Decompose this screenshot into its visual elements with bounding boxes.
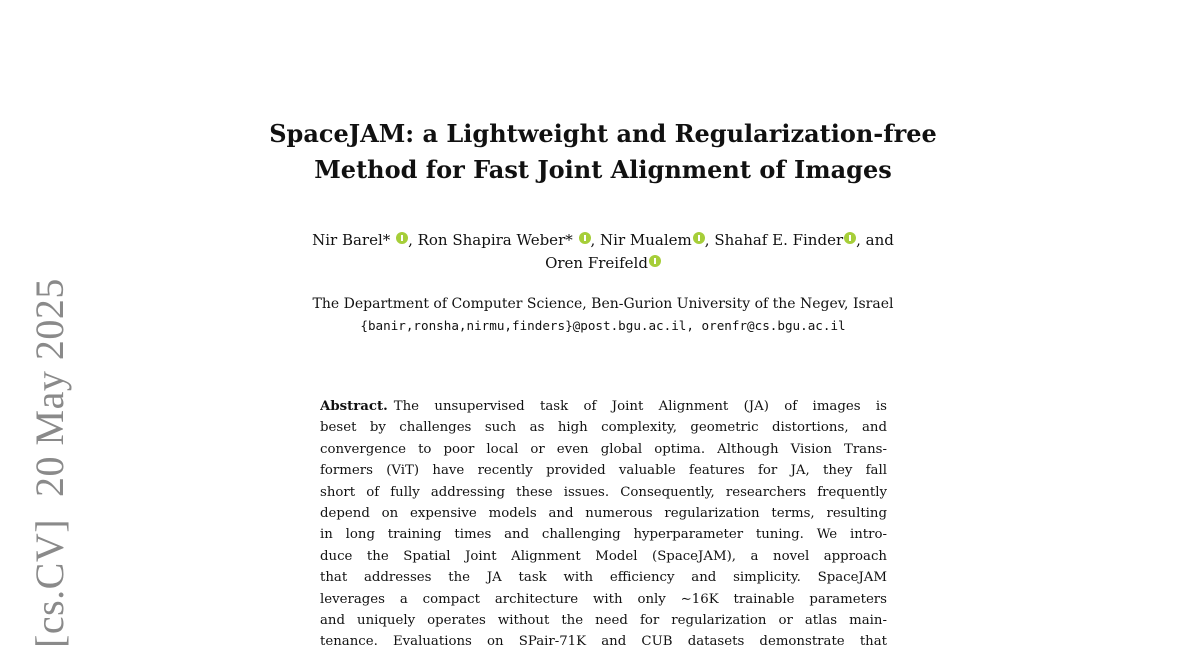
author-nir-barel: Nir Barel* bbox=[312, 231, 396, 249]
author-list bbox=[200, 229, 1006, 275]
abstract-line: leverages a compact architecture with only ∼16K trainable parameters bbox=[320, 591, 887, 607]
abstract-line: in long training times and challenging hyperparameter tuning. We intro- bbox=[320, 527, 887, 543]
abstract-line: short of fully addressing these issues. Consequently, researchers frequently bbox=[320, 484, 887, 500]
affiliation: The Department of Computer Science, Ben-Gurion University of the Negev, Israel bbox=[312, 296, 894, 312]
orcid-icon[interactable] bbox=[693, 232, 705, 244]
orcid-icon[interactable] bbox=[579, 232, 591, 244]
abstract-label: Abstract. bbox=[320, 399, 388, 414]
orcid-icon[interactable] bbox=[396, 232, 408, 244]
abstract-line: tenance. Evaluations on SPair-71K and CUB datasets demonstrate that bbox=[320, 634, 887, 648]
author-emails: {banir,ronsha,nirmu,finders}@post.bgu.ac.il, orenfr@cs.bgu.ac.il bbox=[360, 318, 846, 333]
paper-title-line-1: SpaceJAM: a Lightweight and Regularization-free bbox=[269, 119, 937, 148]
paper-title bbox=[200, 116, 1006, 188]
abstract-line: formers (ViT) have recently provided valuable features for JA, they fall bbox=[320, 463, 887, 479]
author-conjunction: , and bbox=[856, 231, 894, 249]
abstract bbox=[320, 396, 887, 648]
orcid-icon[interactable] bbox=[844, 232, 856, 244]
paper-title-line-2: Method for Fast Joint Alignment of Images bbox=[314, 155, 892, 184]
author-line-1 bbox=[200, 229, 1006, 252]
orcid-icon[interactable] bbox=[649, 255, 661, 267]
abstract-line: that addresses the JA task with efficiency and simplicity. SpaceJAM bbox=[320, 570, 887, 586]
abstract-line: Abstract. The unsupervised task of Joint Alignment (JA) of images is bbox=[320, 399, 887, 414]
author-line-2 bbox=[200, 252, 1006, 275]
abstract-line: beset by challenges such as high complexity, geometric distortions, and bbox=[320, 420, 887, 436]
author-ron-shapira-weber: , Ron Shapira Weber* bbox=[408, 231, 578, 249]
author-shahaf-finder: , Shahaf E. Finder bbox=[704, 231, 844, 249]
author-oren-freifeld: Oren Freifeld bbox=[545, 254, 648, 272]
abstract-line: depend on expensive models and numerous regularization terms, resulting bbox=[320, 506, 887, 522]
arxiv-date: 20 May 2025 bbox=[27, 278, 72, 497]
author-nir-mualem: , Nir Mualem bbox=[590, 231, 692, 249]
abstract-line: and uniquely operates without the need for regularization or atlas main- bbox=[320, 613, 887, 629]
abstract-line: convergence to poor local or even global optima. Although Vision Trans- bbox=[320, 441, 887, 457]
arxiv-sidebar-stamp bbox=[28, 278, 72, 648]
abstract-line: duce the Spatial Joint Alignment Model (SpaceJAM), a novel approach bbox=[320, 548, 887, 564]
arxiv-category: [cs.CV] bbox=[27, 518, 72, 648]
